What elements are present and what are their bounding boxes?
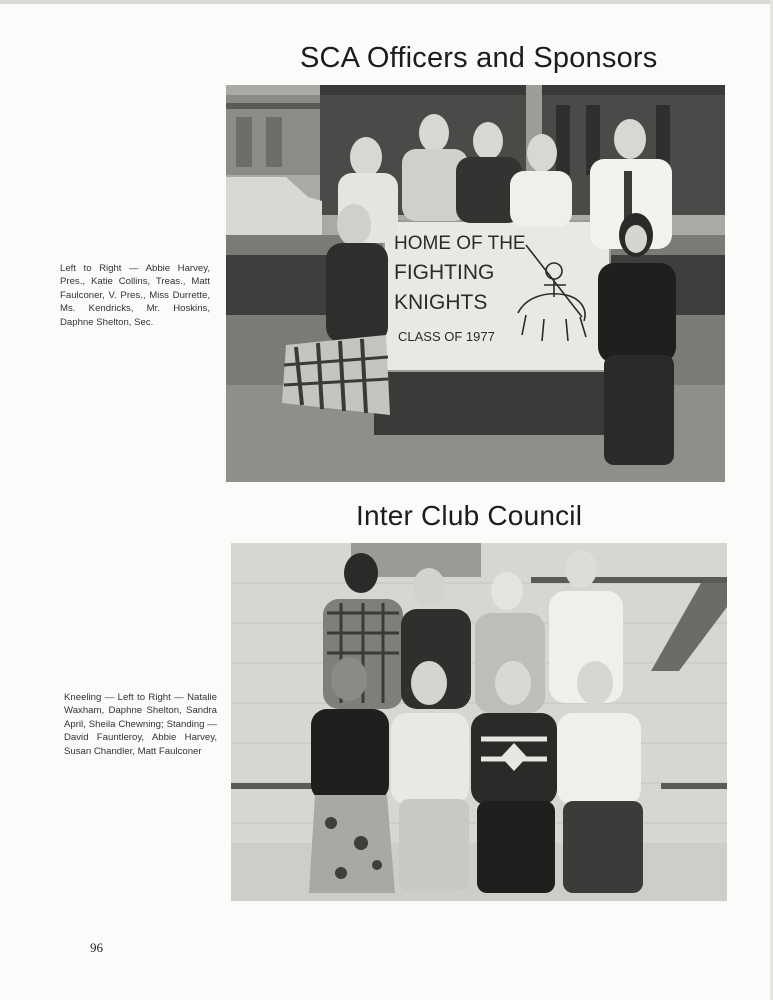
sign-line-3: KNIGHTS — [394, 291, 488, 314]
caption-inter-club: Kneeling — Left to Right — Natalie Waxham, Daphne Shelton, Sandra April, Sheila Chewning; Standing — David Fauntleroy, Abbie Harvey, Susan Chandler, Matt Faulconer — [64, 692, 217, 757]
inter-club-group-photo — [231, 543, 727, 901]
sign-line-2: FIGHTING — [394, 261, 495, 284]
page-number: 96 — [90, 940, 103, 955]
page-top-edge — [0, 0, 773, 4]
sign-line-4: CLASS OF 1977 — [398, 329, 495, 344]
section-title-sca: SCA Officers and Sponsors — [300, 42, 658, 74]
caption-sca: Left to Right — Abbie Harvey, Pres., Katie Collins, Treas., Matt Faulconer, V. Pres., Miss Durrette, Ms. Kendricks, Mr. Hoskins, Daphne Shelton, Sec. — [60, 263, 210, 328]
section-title-inter-club: Inter Club Council — [356, 500, 583, 531]
sign-line-1: HOME OF THE — [394, 233, 526, 254]
sca-group-photo — [226, 85, 725, 482]
